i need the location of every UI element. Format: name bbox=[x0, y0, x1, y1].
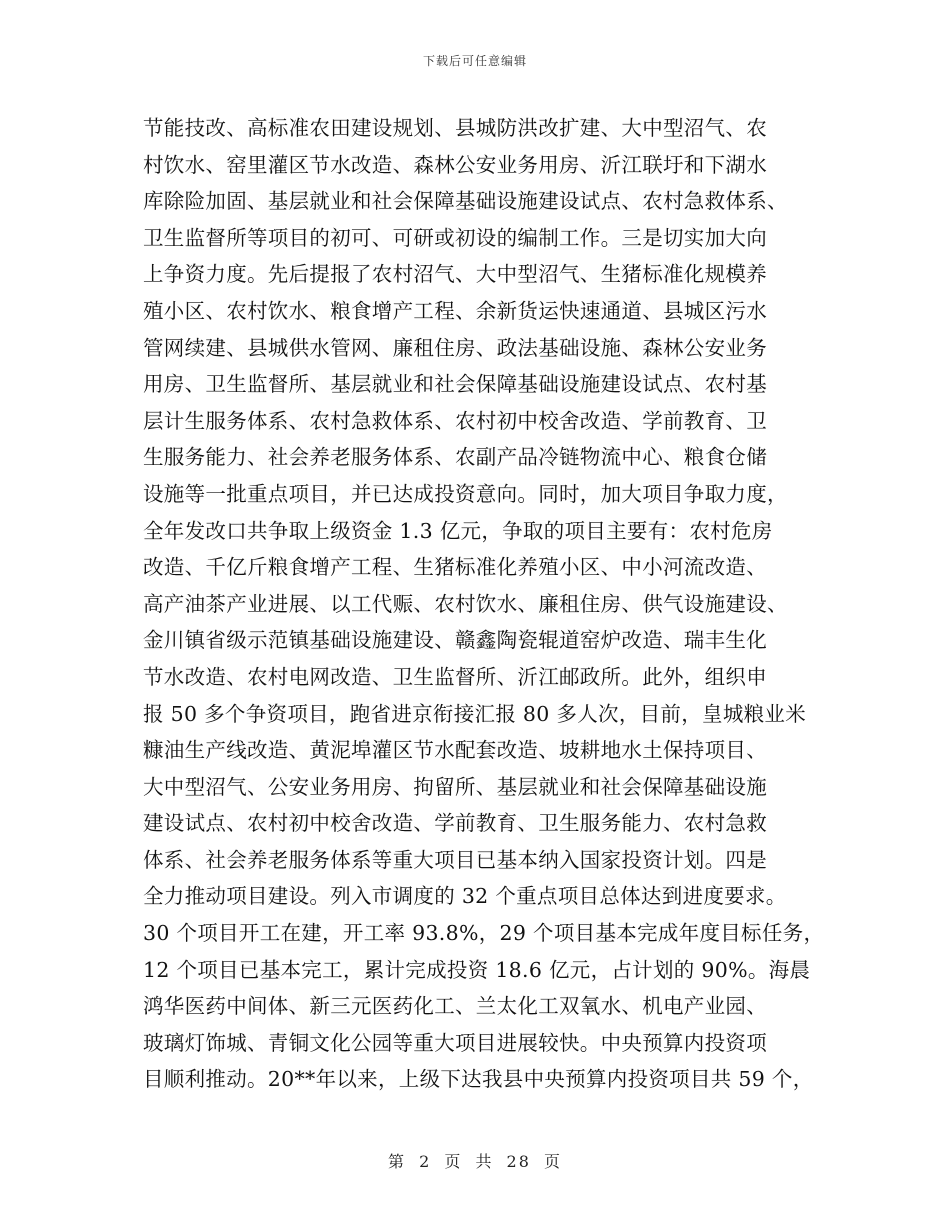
text-line: 管网续建、县城供水管网、廉租住房、政法基础设施、森林公安业务 bbox=[143, 335, 767, 360]
text-line: 12 个项目已基本完工，累计完成投资 18.6 亿元，占计划的 90%。海晨 bbox=[143, 957, 811, 982]
text-line: 鸿华医药中间体、新三元医药化工、兰太化工双氧水、机电产业园、 bbox=[143, 994, 767, 1019]
text-line: 全年发改口共争取上级资金 1.3 亿元，争取的项目主要有：农村危房 bbox=[143, 518, 773, 543]
text-line: 卫生监督所等项目的初可、可研或初设的编制工作。三是切实加大向 bbox=[143, 225, 767, 250]
text-line: 玻璃灯饰城、青铜文化公园等重大项目进展较快。中央预算内投资项 bbox=[143, 1030, 767, 1055]
text-line: 建设试点、农村初中校舍改造、学前教育、卫生服务能力、农村急救 bbox=[143, 811, 767, 836]
text-line: 节水改造、农村电网改造、卫生监督所、沂江邮政所。此外，组织申 bbox=[143, 664, 767, 689]
text-line: 层计生服务体系、农村急救体系、农村初中校舍改造、学前教育、卫 bbox=[143, 408, 767, 433]
text-line: 生服务能力、社会养老服务体系、农副产品冷链物流中心、粮食仓储 bbox=[143, 445, 767, 470]
text-line: 糠油生产线改造、黄泥埠灌区节水配套改造、坡耕地水土保持项目、 bbox=[143, 738, 767, 763]
text-line: 大中型沼气、公安业务用房、拘留所、基层就业和社会保障基础设施 bbox=[143, 774, 767, 799]
text-line: 上争资力度。先后提报了农村沼气、大中型沼气、生猪标准化规模养 bbox=[143, 262, 767, 287]
text-line: 改造、千亿斤粮食增产工程、生猪标准化养殖小区、中小河流改造、 bbox=[143, 555, 767, 580]
text-line: 体系、社会养老服务体系等重大项目已基本纳入国家投资计划。四是 bbox=[143, 847, 767, 872]
text-line: 村饮水、窑里灌区节水改造、森林公安业务用房、沂江联圩和下湖水 bbox=[143, 152, 767, 177]
page-number: 第 2 页 共 28 页 bbox=[388, 1152, 562, 1171]
text-line: 库除险加固、基层就业和社会保障基础设施建设试点、农村急救体系、 bbox=[143, 189, 788, 214]
text-line: 节能技改、高标准农田建设规划、县城防洪改扩建、大中型沼气、农 bbox=[143, 116, 767, 140]
text-line: 全力推动项目建设。列入市调度的 32 个重点项目总体达到进度要求。 bbox=[143, 884, 787, 909]
text-line: 目顺利推动。20**年以来，上级下达我县中央预算内投资项目共 59 个， bbox=[143, 1067, 814, 1092]
text-line: 高产油茶产业进展、以工代赈、农村饮水、廉租住房、供气设施建设、 bbox=[143, 591, 788, 616]
page-header: 下载后可任意编辑 bbox=[422, 54, 527, 68]
text-line: 用房、卫生监督所、基层就业和社会保障基础设施建设试点、农村基 bbox=[143, 372, 767, 397]
text-line: 报 50 多个争资项目，跑省进京衔接汇报 80 多人次，目前，皇城粮业米 bbox=[143, 701, 807, 726]
text-line: 殖小区、农村饮水、粮食增产工程、余新货运快速通道、县城区污水 bbox=[143, 298, 767, 323]
text-line: 金川镇省级示范镇基础设施建设、赣鑫陶瓷辊道窑炉改造、瑞丰生化 bbox=[143, 628, 767, 653]
text-line: 30 个项目开工在建，开工率 93.8%，29 个项目基本完成年度目标任务， bbox=[143, 921, 825, 946]
body-text bbox=[143, 110, 823, 1098]
text-line: 设施等一批重点项目，并已达成投资意向。同时，加大项目争取力度， bbox=[143, 481, 788, 506]
